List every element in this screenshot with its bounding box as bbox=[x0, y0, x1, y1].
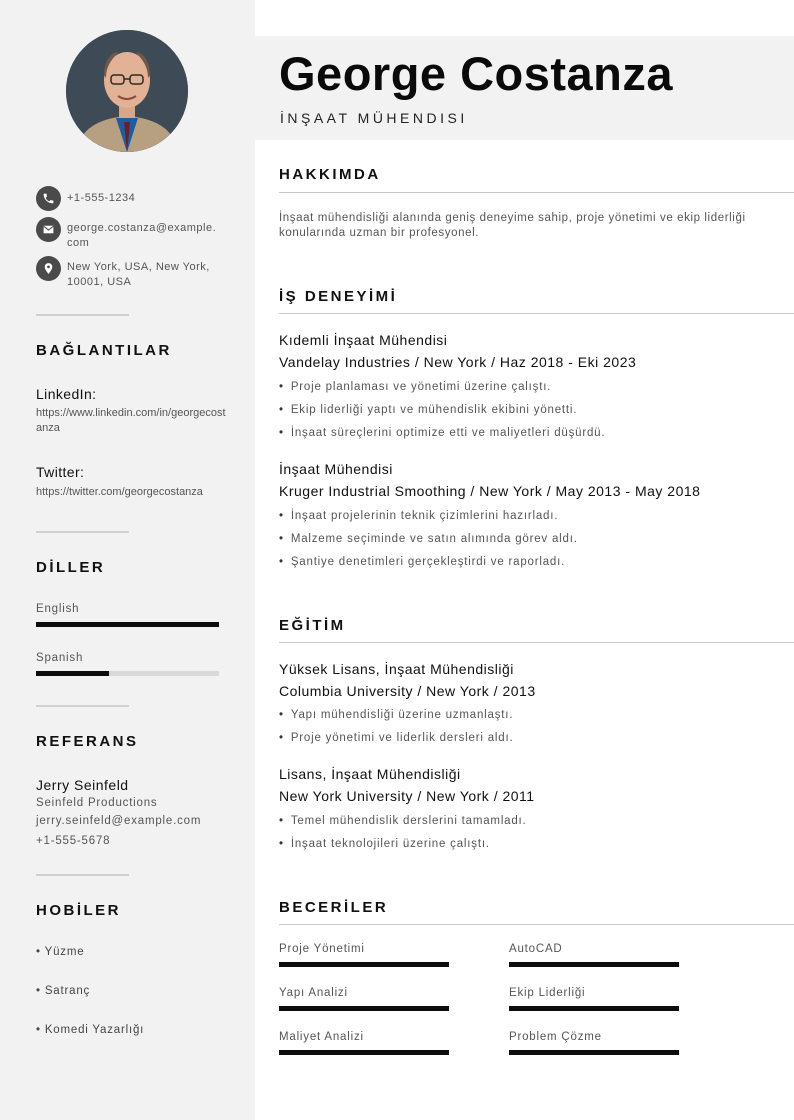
languages-heading: DİLLER bbox=[36, 559, 106, 576]
skill-level-fill bbox=[509, 1006, 679, 1011]
section-rule bbox=[279, 924, 794, 925]
about-heading: HAKKIMDA bbox=[279, 166, 381, 183]
job-bullet: • Ekip liderliği yaptı ve mühendislik ekibini yönetti. bbox=[279, 404, 577, 416]
skill-name: Yapı Analizi bbox=[279, 987, 348, 999]
linkedin-link[interactable]: https://www.linkedin.com/in/georgecostanza bbox=[36, 407, 226, 434]
job-company: Vandelay Industries / New York / Haz 2018 - Eki 2023 bbox=[279, 354, 637, 370]
education-heading: EĞİTİM bbox=[279, 617, 346, 634]
skill-name: Problem Çözme bbox=[509, 1031, 602, 1043]
contact-phone bbox=[36, 186, 236, 211]
job-bullet: • İnşaat projelerinin teknik çizimlerini hazırladı. bbox=[279, 510, 558, 522]
links-heading: BAĞLANTILAR bbox=[36, 342, 172, 359]
envelope-icon bbox=[36, 217, 61, 242]
skill-level-bar bbox=[279, 1050, 449, 1055]
skill-level-bar bbox=[509, 962, 679, 967]
twitter-label: Twitter: bbox=[36, 464, 85, 480]
map-pin-icon bbox=[36, 256, 61, 281]
skill-name: AutoCAD bbox=[509, 943, 563, 955]
education-bullet: • Proje yönetimi ve liderlik dersleri aldı. bbox=[279, 732, 513, 744]
sidebar bbox=[0, 0, 255, 1120]
sidebar-divider bbox=[36, 314, 129, 316]
reference-company: Seinfeld Productions bbox=[36, 797, 158, 809]
hobby-item: • Yüzme bbox=[36, 946, 85, 958]
contact-email bbox=[36, 217, 236, 251]
job-role: İnşaat Mühendisi bbox=[279, 461, 393, 477]
hobby-item: • Satranç bbox=[36, 985, 91, 997]
reference-heading: REFERANS bbox=[36, 733, 139, 750]
sidebar-divider bbox=[36, 874, 129, 876]
education-bullet: • Temel mühendislik derslerini tamamladı. bbox=[279, 815, 527, 827]
language-level-fill bbox=[36, 622, 219, 627]
contact-address bbox=[36, 256, 236, 290]
phone-text[interactable]: +1-555-1234 bbox=[67, 192, 136, 204]
skill-level-fill bbox=[279, 962, 449, 967]
reference-email[interactable]: jerry.seinfeld@example.com bbox=[36, 815, 202, 827]
skill-name: Maliyet Analizi bbox=[279, 1031, 364, 1043]
job-title-header: İNŞAAT MÜHENDISI bbox=[280, 110, 468, 126]
job-company: Kruger Industrial Smoothing / New York / May 2013 - May 2018 bbox=[279, 483, 701, 499]
job-bullet: • İnşaat süreçlerini optimize etti ve maliyetleri düşürdü. bbox=[279, 427, 605, 439]
language-name: Spanish bbox=[36, 652, 84, 664]
section-rule bbox=[279, 192, 794, 193]
skill-level-fill bbox=[279, 1050, 449, 1055]
skill-name: Proje Yönetimi bbox=[279, 943, 365, 955]
education-school: Columbia University / New York / 2013 bbox=[279, 683, 536, 699]
phone-icon bbox=[36, 186, 61, 211]
language-level-bar bbox=[36, 671, 219, 676]
hobby-item: • Komedi Yazarlığı bbox=[36, 1024, 145, 1036]
education-degree: Lisans, İnşaat Mühendisliği bbox=[279, 766, 461, 782]
skill-level-bar bbox=[279, 962, 449, 967]
skill-level-bar bbox=[279, 1006, 449, 1011]
job-bullet: • Şantiye denetimleri gerçekleştirdi ve raporladı. bbox=[279, 556, 565, 568]
hobbies-heading: HOBİLER bbox=[36, 902, 121, 919]
email-text[interactable]: george.costanza@example.com bbox=[67, 222, 217, 249]
reference-name: Jerry Seinfeld bbox=[36, 777, 129, 793]
skill-level-fill bbox=[509, 1050, 679, 1055]
job-bullet: • Proje planlaması ve yönetimi üzerine çalıştı. bbox=[279, 381, 551, 393]
skill-level-fill bbox=[509, 962, 679, 967]
section-rule bbox=[279, 642, 794, 643]
skill-level-fill bbox=[279, 1006, 449, 1011]
twitter-link[interactable]: https://twitter.com/georgecostanza bbox=[36, 486, 203, 498]
sidebar-divider bbox=[36, 705, 129, 707]
language-level-bar bbox=[36, 622, 219, 627]
person-name: George Costanza bbox=[279, 47, 674, 100]
name-header bbox=[255, 36, 794, 140]
education-school: New York University / New York / 2011 bbox=[279, 788, 535, 804]
about-text: İnşaat mühendisliği alanında geniş deneyime sahip, proje yönetimi ve ekip liderliği konularında uzman bir profesyonel. bbox=[279, 212, 746, 239]
avatar bbox=[66, 30, 188, 152]
experience-heading: İŞ DENEYİMİ bbox=[279, 288, 398, 305]
main-content bbox=[255, 0, 794, 1120]
education-bullet: • İnşaat teknolojileri üzerine çalıştı. bbox=[279, 838, 490, 850]
skill-name: Ekip Liderliği bbox=[509, 987, 586, 999]
education-bullet: • Yapı mühendisliği üzerine uzmanlaştı. bbox=[279, 709, 513, 721]
reference-phone: +1-555-5678 bbox=[36, 835, 111, 847]
skill-level-bar bbox=[509, 1006, 679, 1011]
linkedin-label: LinkedIn: bbox=[36, 386, 97, 402]
sidebar-divider bbox=[36, 531, 129, 533]
job-role: Kıdemli İnşaat Mühendisi bbox=[279, 332, 448, 348]
education-degree: Yüksek Lisans, İnşaat Mühendisliği bbox=[279, 661, 514, 677]
skill-level-bar bbox=[509, 1050, 679, 1055]
address-text: New York, USA, New York, 10001, USA bbox=[67, 261, 210, 288]
language-level-fill bbox=[36, 671, 109, 676]
language-name: English bbox=[36, 603, 80, 615]
skills-heading: BECERİLER bbox=[279, 899, 389, 916]
job-bullet: • Malzeme seçiminde ve satın alımında görev aldı. bbox=[279, 533, 578, 545]
section-rule bbox=[279, 313, 794, 314]
